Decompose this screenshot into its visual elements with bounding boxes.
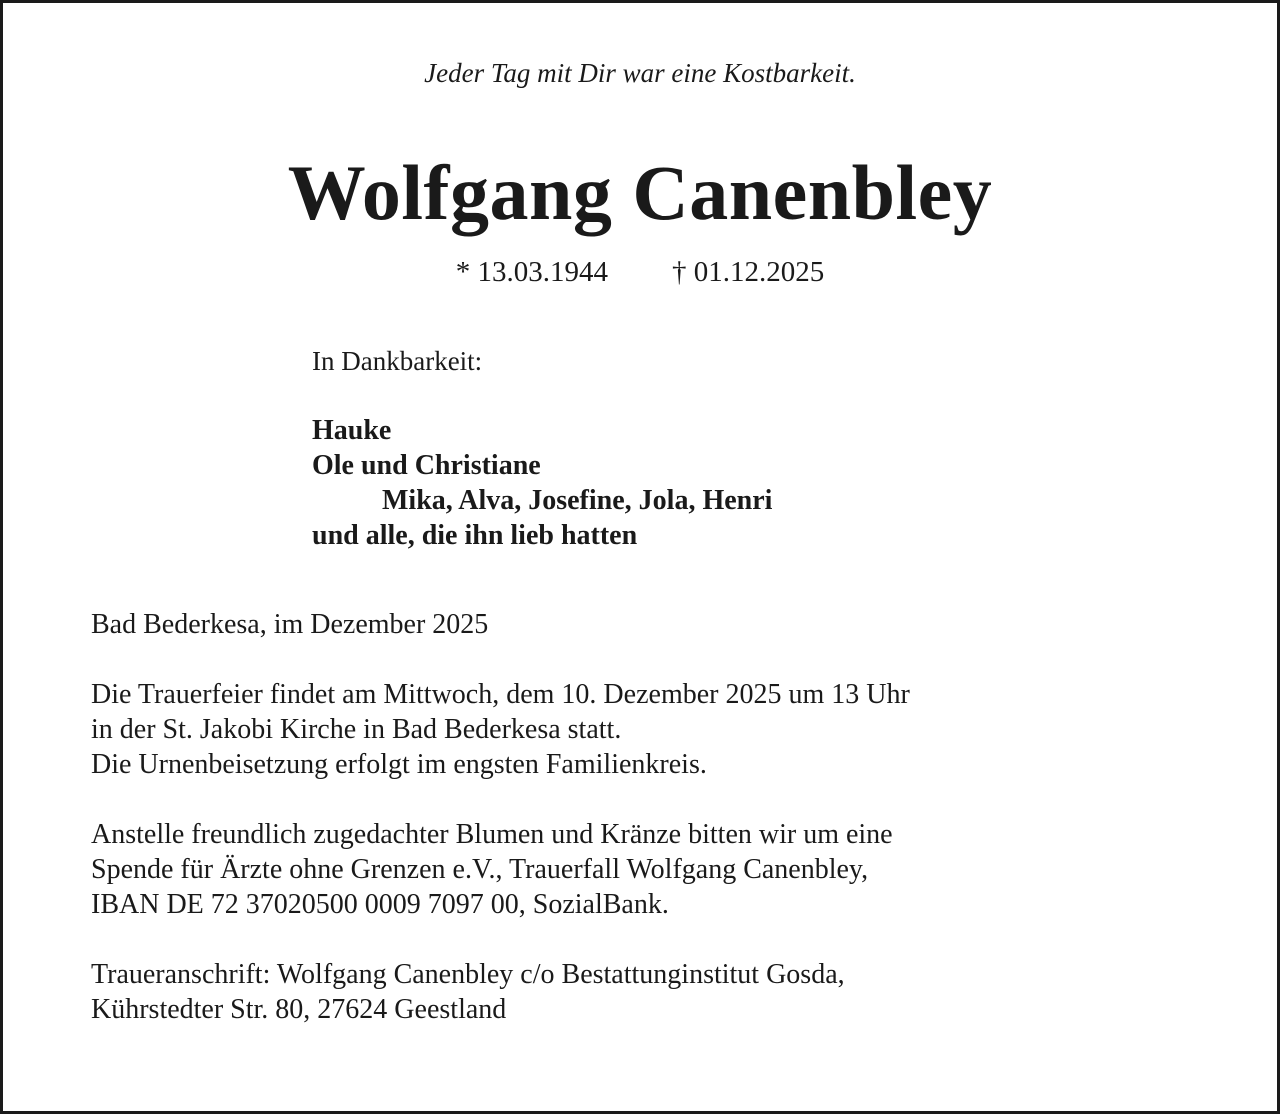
- mourner-line: Hauke: [312, 415, 392, 446]
- deceased-name: Wolfgang Canenbley: [287, 149, 993, 236]
- mourner-line: und alle, die ihn lieb hatten: [312, 520, 638, 551]
- mourner-line-grandchildren: Mika, Alva, Josefine, Jola, Henri: [382, 485, 773, 516]
- ceremony-line: Die Urnenbeisetzung erfolgt im engsten Familienkreis.: [91, 749, 707, 780]
- gratitude-label: In Dankbarkeit:: [312, 346, 483, 376]
- address-line: Kührstedter Str. 80, 27624 Geestland: [91, 994, 507, 1025]
- address-line: Traueranschrift: Wolfgang Canenbley c/o Bestattunginstitut Gosda,: [91, 959, 845, 990]
- motto-quote: Jeder Tag mit Dir war eine Kostbarkeit.: [424, 58, 856, 88]
- mourner-line: Ole und Christiane: [312, 450, 541, 481]
- donation-line: Spende für Ärzte ohne Grenzen e.V., Trauerfall Wolfgang Canenbley,: [91, 854, 869, 885]
- birth-date: * 13.03.1944: [455, 256, 608, 288]
- mourners-list: [312, 413, 772, 553]
- place-date-line: Bad Bederkesa, im Dezember 2025: [91, 609, 489, 640]
- life-dates: [0, 254, 1280, 290]
- ceremony-paragraph: [91, 677, 910, 782]
- donation-line: IBAN DE 72 37020500 0009 7097 00, SozialBank.: [91, 889, 669, 920]
- death-date: † 01.12.2025: [672, 256, 825, 288]
- ceremony-line: Die Trauerfeier findet am Mittwoch, dem 10. Dezember 2025 um 13 Uhr: [91, 679, 910, 710]
- donation-line: Anstelle freundlich zugedachter Blumen und Kränze bitten wir um eine: [91, 819, 893, 850]
- address-paragraph: [91, 957, 845, 1027]
- ceremony-line: in der St. Jakobi Kirche in Bad Bederkesa statt.: [91, 714, 622, 745]
- donation-paragraph: [91, 817, 893, 922]
